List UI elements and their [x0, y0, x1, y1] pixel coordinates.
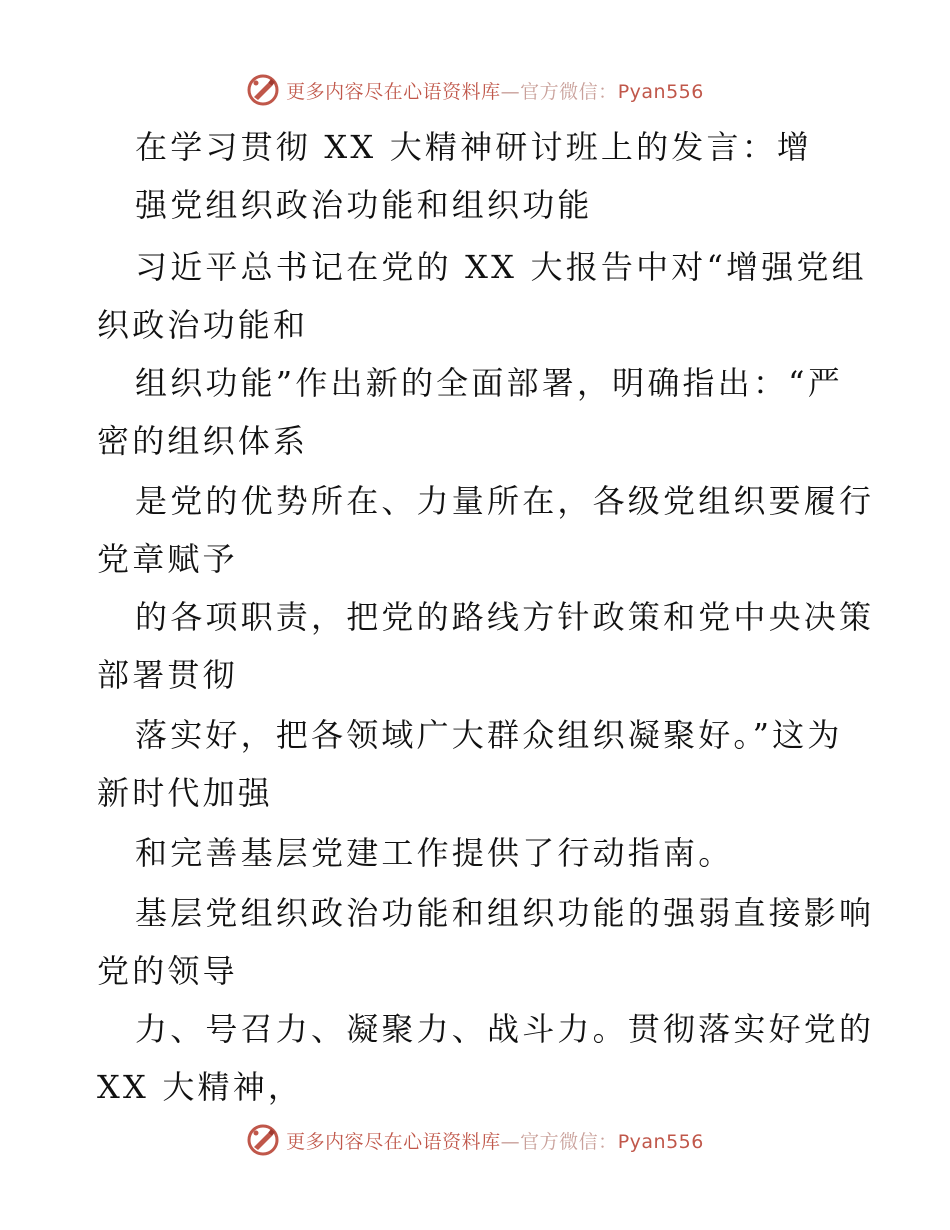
paragraph-line: 部署贯彻: [97, 656, 238, 694]
paragraph-line: 基层党组织政治功能和组织功能的强弱直接影响: [135, 894, 875, 932]
paragraph-line: 习近平总书记在党的 XX 大报告中对“增强党组: [135, 248, 867, 286]
title-line-1: 在学习贯彻 XX 大精神研讨班上的发言：增: [135, 128, 813, 166]
pen-seal-logo-icon: [246, 1123, 280, 1157]
paragraph-line: 是党的优势所在、力量所在，各级党组织要履行: [135, 482, 875, 520]
paragraph-line: 织政治功能和: [97, 306, 309, 344]
paragraph-line: 和完善基层党建工作提供了行动指南。: [135, 834, 734, 872]
paragraph-line: 力、号召力、凝聚力、战斗力。贯彻落实好党的: [135, 1010, 875, 1048]
paragraph-line: 组织功能”作出新的全面部署，明确指出：“严: [135, 364, 843, 402]
paragraph-line: 的各项职责，把党的路线方针政策和党中央决策: [135, 598, 875, 636]
paragraph-line: 党的领导: [97, 952, 238, 990]
paragraph-line: 新时代加强: [97, 774, 274, 812]
title-line-2: 强党组织政治功能和组织功能: [135, 186, 593, 224]
paragraph-line: 落实好，把各领域广大群众组织凝聚好。”这为: [135, 716, 843, 754]
watermark-text: 更多内容尽在心语资料库—官方微信：Pyan556: [286, 80, 704, 103]
paragraph-line: 党章赋予: [97, 540, 238, 578]
watermark-text: 更多内容尽在心语资料库—官方微信：Pyan556: [286, 1130, 704, 1153]
footer-watermark: [0, 1120, 950, 1160]
paragraph-line: XX 大精神，: [97, 1068, 304, 1106]
paragraph-line: 密的组织体系: [97, 422, 309, 460]
header-watermark: [0, 70, 950, 110]
pen-seal-logo-icon: [246, 73, 280, 107]
